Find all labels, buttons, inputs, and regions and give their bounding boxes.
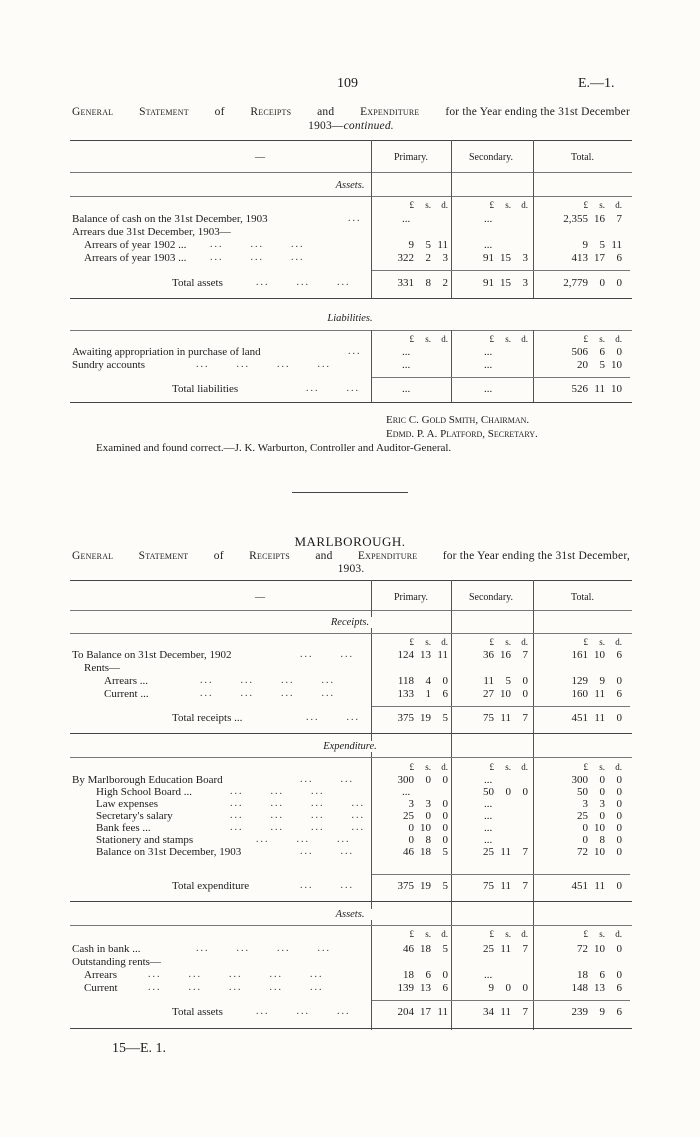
amount-secondary: 91 15 3 (483, 252, 528, 264)
table-rule (372, 874, 630, 875)
empty-cell-marker: ... (402, 213, 411, 225)
empty-cell-marker: ... (484, 359, 493, 371)
row-label: Arrears ... (104, 675, 148, 687)
section-heading-expenditure: Expenditure. (280, 741, 420, 752)
amount-total: 148 13 6 (571, 982, 622, 994)
row-label: Rents— (84, 662, 121, 674)
leader-dots: ... ... ... (256, 1006, 351, 1017)
amount-total: 72 10 0 (577, 846, 622, 858)
leader-dots: ... (348, 346, 362, 357)
amount-primary: 133 1 6 (397, 688, 448, 700)
amount-secondary: 50 0 0 (483, 786, 528, 798)
units-total: £ s. d. (583, 762, 622, 772)
section-heading-receipts: Receipts. (290, 617, 410, 628)
amount-primary: 139 13 6 (397, 982, 448, 994)
empty-cell-marker: ... (484, 346, 493, 358)
row-label: Arrears (84, 969, 117, 981)
total-label: Total receipts ... (172, 712, 243, 724)
amount-total: 18 6 0 (577, 969, 622, 981)
amount-total: 129 9 0 (571, 675, 622, 687)
units-total: £ s. d. (583, 929, 622, 939)
amount-total: 50 0 0 (577, 786, 622, 798)
table-rule (70, 580, 632, 581)
amount-secondary: 75 11 7 (483, 712, 528, 724)
table-rule (70, 633, 632, 634)
units-secondary: £ s. d. (489, 334, 528, 344)
title-word: Receipts (249, 550, 290, 562)
document-reference: E.—1. (578, 76, 615, 91)
amount-primary: 18 6 0 (403, 969, 448, 981)
amount-primary: 204 17 11 (397, 1006, 448, 1018)
row-label: Awaiting appropriation in purchase of land (72, 346, 261, 358)
title-word: Statement (138, 550, 189, 562)
title-rest: for the Year ending the 31st December, (442, 550, 630, 562)
title-continued: continued. (343, 120, 394, 132)
amount-total: 160 11 6 (571, 688, 622, 700)
total-label: Total liabilities (172, 383, 239, 395)
amount-total: 161 10 6 (571, 649, 622, 661)
amount-primary: 3 3 0 (408, 798, 448, 810)
empty-cell-marker: ... (484, 810, 493, 822)
column-divider (451, 330, 452, 402)
column-header-total: Total. (571, 592, 594, 603)
empty-cell-marker: ... (402, 383, 411, 395)
statement-title-line2 (72, 120, 630, 132)
units-primary: £ s. d. (409, 637, 448, 647)
amount-total: 526 11 10 (571, 383, 622, 395)
row-label: Arrears due 31st December, 1903— (72, 226, 231, 238)
amount-primary: 118 4 0 (397, 675, 448, 687)
amount-primary: 9 5 11 (408, 239, 448, 251)
column-header-total: Total. (571, 152, 594, 163)
table-rule (70, 901, 632, 902)
expenditure-row-label: By Marlborough Education Board (72, 774, 223, 786)
table-rule (70, 1028, 632, 1029)
empty-cell-marker: ... (484, 383, 493, 395)
amount-primary: 375 19 5 (397, 712, 448, 724)
amount-secondary: 27 10 0 (483, 688, 528, 700)
empty-cell-marker: ... (402, 346, 411, 358)
total-label: Total assets (172, 277, 223, 289)
row-label: Arrears of year 1903 ... (84, 252, 187, 264)
expenditure-row-label: Balance on 31st December, 1903 (96, 846, 242, 858)
amount-secondary: 75 11 7 (483, 880, 528, 892)
table-rule (70, 330, 632, 331)
leader-dots: ... ... (306, 712, 360, 723)
amount-primary: 46 18 5 (403, 846, 448, 858)
leader-dots: ... ... ... (256, 277, 351, 288)
column-header-blank: — (255, 592, 265, 603)
leader-dots: ... ... ... (230, 786, 325, 797)
signature-chairman: Eric C. Gold Smith, Chairman. (386, 414, 530, 426)
row-label: Outstanding rents— (72, 956, 161, 968)
row-label: Balance of cash on the 31st December, 1903 (72, 213, 268, 225)
row-label: To Balance on 31st December, 1902 (72, 649, 232, 661)
table-rule (70, 402, 632, 403)
units-total: £ s. d. (583, 200, 622, 210)
amount-primary: 0 8 0 (408, 834, 448, 846)
table-rule (372, 270, 630, 271)
empty-cell-marker: ... (484, 834, 493, 846)
amount-primary: 25 0 0 (403, 810, 448, 822)
title-word: Statement (139, 106, 189, 118)
table-rule (372, 706, 630, 707)
empty-cell-marker: ... (484, 798, 493, 810)
row-label: Sundry accounts (72, 359, 146, 371)
amount-total: 2,355 16 7 (563, 213, 622, 225)
section-heading-assets: Assets. (300, 909, 400, 920)
leader-dots: ... ... (306, 383, 360, 394)
amount-primary: 46 18 5 (403, 943, 448, 955)
audit-statement: Examined and found correct.—J. K. Warburton, Controller and Auditor-General. (96, 442, 452, 454)
total-label: Total assets (172, 1006, 223, 1018)
amount-secondary: 91 15 3 (483, 277, 528, 289)
amount-total: 451 11 0 (571, 712, 622, 724)
column-header-secondary: Secondary. (468, 152, 514, 163)
page-number: 109 (337, 76, 358, 91)
amount-primary: 375 19 5 (397, 880, 448, 892)
column-divider (371, 580, 372, 1030)
empty-cell-marker: ... (484, 213, 493, 225)
column-header-primary: Primary. (393, 592, 429, 603)
units-secondary: £ s. d. (489, 637, 528, 647)
title-word: and (315, 550, 333, 562)
amount-total: 20 5 10 (577, 359, 622, 371)
leader-dots: ... ... ... ... (230, 798, 365, 809)
amount-secondary: 9 0 0 (488, 982, 528, 994)
amount-primary: 331 8 2 (397, 277, 448, 289)
title-word: Receipts (250, 106, 292, 118)
table-rule (70, 610, 632, 611)
signature-mark: 15—E. 1. (112, 1041, 167, 1056)
table-rule (70, 733, 632, 734)
column-divider (371, 140, 372, 298)
title-rest: for the Year ending the 31st December (445, 106, 630, 118)
title-word: of (213, 550, 224, 562)
title-word: Expenditure (360, 106, 420, 118)
expenditure-row-label: Secretary's salary (96, 810, 173, 822)
signature-secretary: Edmd. P. A. Platford, Secretary. (386, 428, 538, 440)
amount-secondary: 25 11 7 (483, 943, 528, 955)
units-primary: £ s. d. (409, 200, 448, 210)
empty-cell-marker: ... (402, 786, 411, 798)
table-rule (70, 757, 632, 758)
district-name: MARLBOROUGH. (294, 534, 406, 549)
units-secondary: £ s. d. (489, 762, 528, 772)
amount-total: 506 6 0 (571, 346, 622, 358)
section-divider (292, 492, 408, 493)
units-primary: £ s. d. (409, 334, 448, 344)
amount-secondary: 11 5 0 (483, 675, 528, 687)
leader-dots: ... ... ... ... (200, 675, 335, 686)
statement-title-line1 (72, 106, 630, 118)
empty-cell-marker: ... (484, 774, 493, 786)
amount-secondary: 34 11 7 (483, 1006, 528, 1018)
leader-dots: ... ... ... ... (230, 822, 365, 833)
amount-secondary: 25 11 7 (483, 846, 528, 858)
column-header-blank: — (255, 152, 265, 163)
row-label: Current ... (104, 688, 149, 700)
title-word: General (72, 550, 114, 562)
amount-total: 451 11 0 (571, 880, 622, 892)
table-rule (70, 196, 632, 197)
table-rule (70, 298, 632, 299)
amount-total: 0 8 0 (582, 834, 622, 846)
leader-dots: ... ... ... ... (230, 810, 365, 821)
column-header-secondary: Secondary. (468, 592, 514, 603)
units-total: £ s. d. (583, 334, 622, 344)
column-divider (533, 580, 534, 1030)
column-header-primary: Primary. (393, 152, 429, 163)
title-word: and (317, 106, 335, 118)
amount-primary: 0 10 0 (408, 822, 448, 834)
statement-title-line1 (72, 550, 630, 562)
leader-dots: ... ... (300, 774, 354, 785)
table-rule (70, 140, 632, 141)
row-label: Current (84, 982, 118, 994)
title-word: Expenditure (357, 550, 418, 562)
leader-dots: ... ... ... ... ... (148, 969, 324, 980)
section-heading-liabilities: Liabilities. (327, 313, 373, 324)
column-divider (533, 140, 534, 298)
leader-dots: ... ... (300, 846, 354, 857)
leader-dots: ... ... (300, 880, 354, 891)
column-divider (451, 140, 452, 298)
total-label: Total expenditure (172, 880, 250, 892)
amount-total: 239 9 6 (571, 1006, 622, 1018)
empty-cell-marker: ... (484, 239, 493, 251)
amount-total: 2,779 0 0 (563, 277, 622, 289)
title-word: General (72, 106, 114, 118)
column-divider (533, 330, 534, 402)
leader-dots: ... ... ... ... ... (148, 982, 324, 993)
amount-total: 9 5 11 (582, 239, 622, 251)
table-rule (70, 172, 632, 173)
amount-total: 413 17 6 (571, 252, 622, 264)
expenditure-row-label: Bank fees ... (96, 822, 151, 834)
empty-cell-marker: ... (484, 822, 493, 834)
table-rule (372, 1000, 630, 1001)
leader-dots: ... (348, 213, 362, 224)
leader-dots: ... ... ... ... (196, 943, 331, 954)
amount-primary: 300 0 0 (397, 774, 448, 786)
leader-dots: ... ... ... (256, 834, 351, 845)
expenditure-row-label: Law expenses (96, 798, 159, 810)
amount-total: 3 3 0 (582, 798, 622, 810)
amount-primary: 124 13 11 (397, 649, 448, 661)
amount-primary: 322 2 3 (397, 252, 448, 264)
units-total: £ s. d. (583, 637, 622, 647)
amount-total: 300 0 0 (571, 774, 622, 786)
column-divider (371, 330, 372, 402)
column-divider (451, 580, 452, 1030)
units-primary: £ s. d. (409, 929, 448, 939)
statement-title-line2: 1903. (337, 563, 365, 575)
table-rule (70, 925, 632, 926)
units-secondary: £ s. d. (489, 929, 528, 939)
leader-dots: ... ... ... ... (196, 359, 331, 370)
leader-dots: ... ... (300, 649, 354, 660)
leader-dots: ... ... ... ... (200, 688, 335, 699)
units-secondary: £ s. d. (489, 200, 528, 210)
amount-total: 0 10 0 (582, 822, 622, 834)
amount-secondary: 36 16 7 (483, 649, 528, 661)
units-primary: £ s. d. (409, 762, 448, 772)
amount-total: 25 0 0 (577, 810, 622, 822)
table-rule (372, 377, 630, 378)
amount-total: 72 10 0 (577, 943, 622, 955)
title-word: of (214, 106, 225, 118)
empty-cell-marker: ... (402, 359, 411, 371)
leader-dots: ... ... ... (210, 252, 305, 263)
title-year: 1903— (308, 120, 344, 132)
row-label: Cash in bank ... (72, 943, 141, 955)
row-label: Arrears of year 1902 ... (84, 239, 187, 251)
section-heading-assets: Assets. (335, 180, 365, 191)
expenditure-row-label: Stationery and stamps (96, 834, 194, 846)
expenditure-row-label: High School Board ... (96, 786, 192, 798)
empty-cell-marker: ... (484, 969, 493, 981)
leader-dots: ... ... ... (210, 239, 305, 250)
